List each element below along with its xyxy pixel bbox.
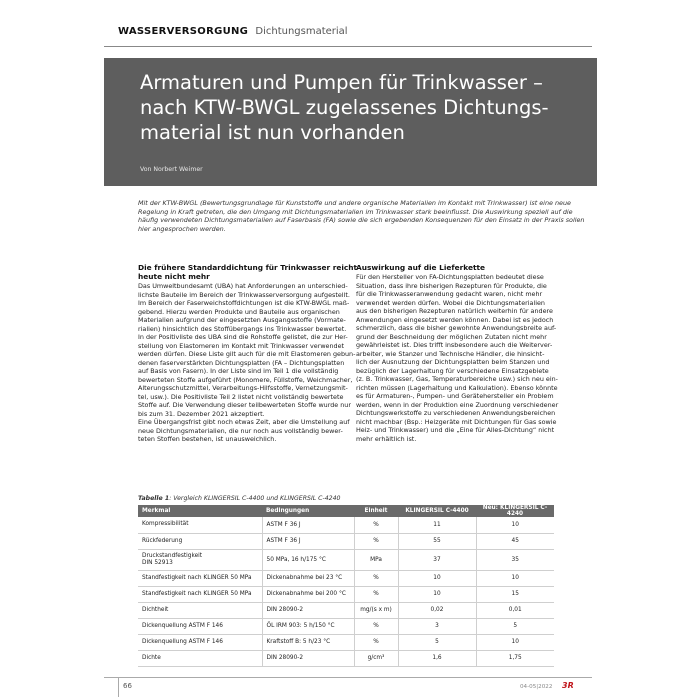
table-row [138, 618, 554, 634]
table-cell: % [354, 533, 398, 549]
table-cell: 37 [398, 549, 476, 570]
table-cell: Standfestigkeit nach KLINGER 50 MPa [138, 570, 262, 586]
table-cell: Rückfederung [138, 533, 262, 549]
table-row [138, 602, 554, 618]
table-row [138, 586, 554, 602]
issue-label: 04-05|2022 [520, 684, 553, 690]
table-cell: Dichtheit [138, 602, 262, 618]
table-cell: 10 [476, 570, 554, 586]
table-cell: 11 [398, 517, 476, 533]
table-cell: % [354, 618, 398, 634]
table-cell: g/cm³ [354, 650, 398, 666]
table-cell: % [354, 586, 398, 602]
header-c4240: Neu: KLINGERSIL C-4240 [476, 505, 554, 517]
table-cell: MPa [354, 549, 398, 570]
table-cell: 1,75 [476, 650, 554, 666]
publisher-logo: 3R [562, 681, 574, 690]
table-caption-label: Tabelle 1 [138, 495, 170, 502]
title-banner [104, 58, 597, 186]
table-cell: 10 [476, 517, 554, 533]
article-lead: Mit der KTW-BWGL (Bewertungsgrundlage für Kunststoffe und andere organische Materialien im Kontakt mit Trinkwasser) ist eine neue Regelung in Kraft getreten, die den Umgang mit Dichtungsmaterialien im Trinkwasser stark beeinflusst. Die Auswirkung speziell auf die häufig verwendeten Dichtungsmaterialien auf Faserbasis (FA) sowie die sich ergebenden Konsequenzen für den Einsatz in der Praxis sollen hier angesprochen werden. [138, 199, 585, 233]
table-cell: ASTM F 36 J [262, 533, 354, 549]
section-name: WASSERVERSORGUNG [118, 26, 249, 37]
table-row [138, 570, 554, 586]
table-row [138, 533, 554, 549]
page-number-divider [118, 677, 119, 697]
table-cell: Kraftstoff B: 5 h/23 °C [262, 634, 354, 650]
table-cell: 10 [398, 586, 476, 602]
table-cell: Dickenquellung ASTM F 146 [138, 618, 262, 634]
right-column-heading: Auswirkung auf die Lieferkette [356, 263, 486, 272]
table-row [138, 634, 554, 650]
table-cell: Dickenabnahme bei 200 °C [262, 586, 354, 602]
page-number: 66 [123, 682, 132, 690]
footer-rule [104, 677, 592, 678]
header-rule [104, 46, 592, 47]
table-cell: Dickenquellung ASTM F 146 [138, 634, 262, 650]
header-c4400: KLINGERSIL C-4400 [398, 505, 476, 517]
table-cell: 1,6 [398, 650, 476, 666]
table-cell: 45 [476, 533, 554, 549]
table-caption [138, 495, 340, 502]
table-cell: 10 [398, 570, 476, 586]
table-cell: Druckstandfestigkeit DIN 52913 [138, 549, 262, 570]
table-header-row [138, 505, 554, 517]
table-caption-text: : Vergleich KLINGERSIL C-4400 und KLINGERSIL C-4240 [169, 495, 341, 502]
table-cell: 35 [476, 549, 554, 570]
table-cell: Dichte [138, 650, 262, 666]
table-cell: 3 [398, 618, 476, 634]
table-row [138, 650, 554, 666]
table-cell: 5 [476, 618, 554, 634]
table-cell: 55 [398, 533, 476, 549]
table-cell: 15 [476, 586, 554, 602]
table-cell: % [354, 634, 398, 650]
table-cell: 10 [476, 634, 554, 650]
table-cell: % [354, 517, 398, 533]
table-cell: 5 [398, 634, 476, 650]
left-column [138, 263, 358, 444]
table-cell: Standfestigkeit nach KLINGER 50 MPa [138, 586, 262, 602]
table-cell: % [354, 570, 398, 586]
table-cell: Dickenabnahme bei 23 °C [262, 570, 354, 586]
table-cell: DIN 28090-2 [262, 650, 354, 666]
table-cell: mg/(s x m) [354, 602, 398, 618]
header-bedingungen: Bedingungen [262, 505, 354, 517]
table-cell: 0,02 [398, 602, 476, 618]
author-byline: Von Norbert Weimer [140, 166, 203, 173]
header-einheit: Einheit [354, 505, 398, 517]
table-row [138, 549, 554, 570]
table-cell: ASTM F 36 J [262, 517, 354, 533]
table-cell: DIN 28090-2 [262, 602, 354, 618]
left-column-body: Das Umweltbundesamt (UBA) hat Anforderungen an unterschied- lichste Bauteile im Bereich der Trinkwasserversorgung aufgestellt. Im Bereich der Faserweichstoffdichtungen ist die KTW-BWGL maß- gebend. Hierzu werden Produkte und Bauteile aus organischen Materialien aufgrund der eingesetzten Ausgangsstoffe (Vormate- rialien) hinsichtlich des Stoffübergangs ins Trinkwasser bewertet. In der Positivliste des UBA sind die Rohstoffe gelistet, die zur Her- stellung von Elastomeren im Kontakt mit Trinkwasser verwendet werden dürfen. Diese Liste gilt auch für die mit Elastomeren gebun- denen faserverstärkten Dichtungsplatten (FA – Dichtungsplatten auf Basis von Fasern). In der Liste sind im Teil 1 die vollständig bewerteten Stoffe aufgeführt (Monomere, Füllstoffe, Weichmacher, Alterungsschutzmittel, Verarbeitungs-Hilfsstoffe, Vernetzungsmit- tel, usw.). Die Positivliste Teil 2 listet nicht vollständig bewertete Stoffe auf. Die Verwendung dieser teilbewerteten Stoffe wurde nur bis zum 31. Dezember 2021 akzeptiert. Eine Übergangsfrist gibt noch etwas Zeit, aber die Umstellung auf neue Dichtungsmaterialien, die nur noch aus vollständig bewer- teten Stoffen bestehen, ist unausweichlich. [138, 282, 356, 443]
table-cell: 0,01 [476, 602, 554, 618]
left-column-heading: Die frühere Standarddichtung für Trinkwasser reicht heute nicht mehr [138, 263, 358, 281]
article-title: Armaturen und Pumpen für Trinkwasser – nach KTW-BWGL zugelassenes Dichtungsmaterial ist nun vorhanden [140, 71, 549, 144]
table-cell: 50 MPa, 16 h/175 °C [262, 549, 354, 570]
table-row [138, 517, 554, 533]
table-cell: Kompressibilität [138, 517, 262, 533]
header-merkmal: Merkmal [138, 505, 262, 517]
running-header [118, 26, 588, 46]
subsection-name: Dichtungsmaterial [255, 26, 348, 37]
right-column-body: Für den Hersteller von FA-Dichtungsplatten bedeutet diese Situation, dass ihre bisherigen Rezepturen für Produkte, die für die Trinkwasseranwendung gedacht waren, nicht mehr verwendet werden dürfen. Wobei die Dichtungsmaterialien aus den bisherigen Rezepturen natürlich weiterhin für andere Anwendungen eingesetzt werden können. Dabei ist es jedoch schmerzlich, dass die bisher gewohnte Anwendungsbreite auf- grund der Beschneidung der möglichen Zutaten nicht mehr gewährleistet ist. Dies trifft insbesondere auch die Weiterver- arbeiter, wie Stanzer und Technische Händler, die hinsicht- lich der Ausnutzung der Dichtungsplatten beim Stanzen und bezüglich der Lagerhaltung für verschiedene Einsatzgebiete (z. B. Trinkwasser, Gas, Temperaturbereiche usw.) sich neu ein- richten müssen (Lagerhaltung und Kalkulation). Ebenso könnte es für Armaturen-, Pumpen- und Gerätehersteller ein Problem werden, wenn in der Produktion eine Zuordnung verschiedener Dichtungswerkstoffe zu verschiedenen Anwendungsbereichen nicht machbar (Bsp.: Heizgeräte mit Dichtungen für Gas sowie Heiz- und Trinkwasser) und die „Eine für Alles-Dichtung“ nicht mehr erhältlich ist. [356, 273, 559, 443]
right-column [356, 263, 588, 443]
comparison-table [138, 505, 554, 667]
table-cell: ÖL IRM 903: 5 h/150 °C [262, 618, 354, 634]
